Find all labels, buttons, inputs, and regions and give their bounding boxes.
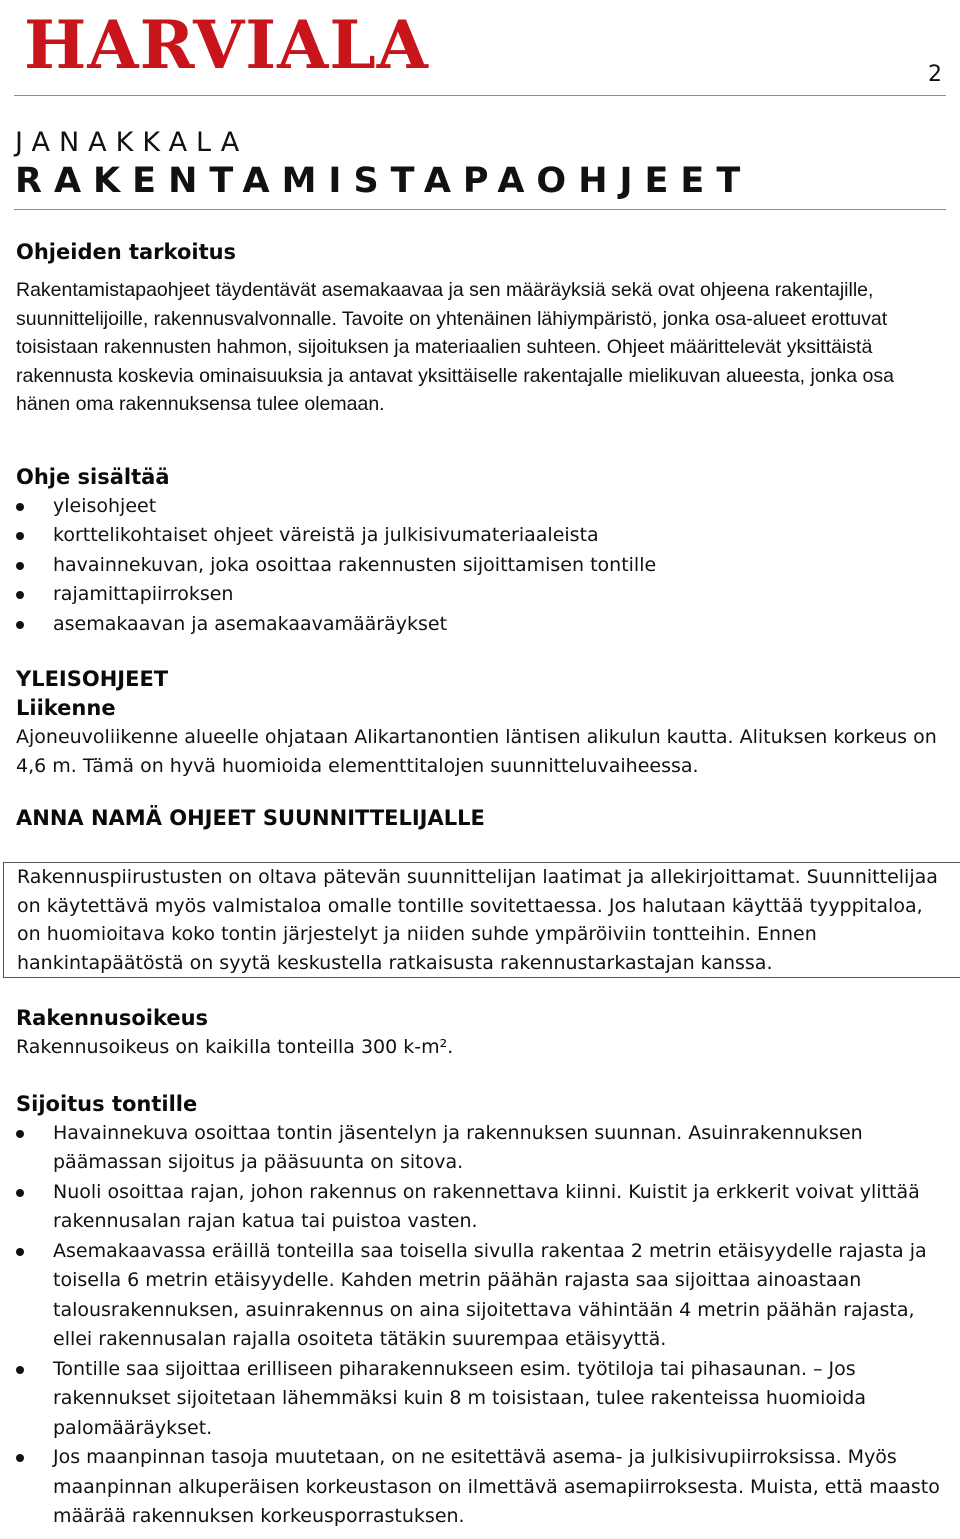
page-number: 2 — [928, 62, 942, 87]
title-divider — [14, 209, 946, 210]
section-building-right — [16, 1004, 948, 1062]
purpose-text-2: Ohjeet määrittelevät yksittäistä rakennusta koskevia ominaisuuksia ja antavat yksittäiselle rakentajalle mielikuvan alueesta, jonka osa hänen oma rakennuksensa tulee olemaan. — [16, 336, 894, 415]
list-item: Havainnekuva osoittaa tontin jäsentelyn ja rakennuksen suunnan. Asuinrakennuksen päämassan sijoitus ja pääsuunta on sitova. — [16, 1119, 948, 1178]
placement-list — [16, 1119, 948, 1532]
section-purpose — [16, 238, 948, 419]
list-item: Nuoli osoittaa rajan, johon rakennus on rakennettava kiinni. Kuistit ja erkkerit voivat ylittää rakennusalan rajan katua tai puistoa vasten. — [16, 1178, 948, 1237]
purpose-paragraph — [16, 276, 948, 419]
purpose-heading: Ohjeiden tarkoitus — [16, 240, 237, 264]
general-heading: YLEISOHJEET — [16, 667, 169, 691]
list-item: havainnekuvan, joka osoittaa rakennusten sijoittamisen tontille — [16, 551, 948, 581]
list-item: rajamittapiirroksen — [16, 580, 948, 610]
list-item: korttelikohtaiset ohjeet väreistä ja julkisivumateriaaleista — [16, 521, 948, 551]
document-title: RAKENTAMISTAPAOHJEET — [15, 161, 753, 201]
contents-heading: Ohje sisältää — [16, 464, 170, 489]
list-item: asemakaavan ja asemakaavamääräykset — [16, 610, 948, 640]
traffic-text: Ajoneuvoliikenne alueelle ohjataan Alikartanontien läntisen alikulun kautta. Alituksen korkeus on 4,6 m. Tämä on hyvä huomioida elementtitalojen suunnitteluvaiheessa. — [16, 726, 937, 777]
section-designer — [16, 804, 948, 978]
list-item: Jos maanpinnan tasoja muutetaan, on ne esitettävä asema- ja julkisivupiirroksissa. Myös maanpinnan alkuperäisen korkeustason on ilmettävä asemapiirroksesta. Muista, että maasto määrää rakennuksen korkeusporrastuksen. — [16, 1443, 948, 1532]
traffic-heading: Liikenne — [16, 696, 116, 720]
placement-heading: Sijoitus tontille — [16, 1091, 198, 1116]
list-item: Asemakaavassa eräillä tonteilla saa toisella sivulla rakentaa 2 metrin etäisyydelle rajasta ja toisella 6 metrin etäisyydelle. Kahden metrin päähän rajasta saa sijoittaa ainoastaan talousrakennuksen, asuinrakennus on aina sijoitettava vähintään 4 metrin päähän rajasta, ellei rakennusalan rajalla osoiteta tätäkin suurempaa etäisyyttä. — [16, 1237, 948, 1355]
section-placement — [16, 1090, 948, 1532]
place-name: JANAKKALA — [15, 127, 249, 158]
section-general — [16, 665, 948, 780]
list-item: Tontille saa sijoittaa erilliseen piharakennukseen esim. työtiloja tai pihasaunan. – Jos rakennukset sijoitetaan lähemmäksi kuin 8 m toisistaan, tulee rakenteissa huomioida palomääräykset. — [16, 1355, 948, 1444]
header-divider — [14, 95, 946, 96]
building-right-heading: Rakennusoikeus — [16, 1006, 209, 1030]
designer-heading: ANNA NAMÄ OHJEET SUUNNITTELIJALLE — [16, 806, 485, 830]
document-body — [16, 238, 948, 1532]
purpose-text: Rakentamistapaohjeet täydentävät asemakaavaa ja sen määräyksiä sekä ovat ohjeena rakentajille, suunnittelijoille, rakennusvalvonnalle. Tavoite on yhtenäinen lähiympäristö, jonka osa-alueet erottuvat toisistaan rakennusten hahmon, sijoituksen ja materiaalien suhteen. — [16, 279, 888, 358]
designer-text: Rakennuspiirustusten on oltava pätevän suunnittelijan laatimat ja allekirjoittamat. Suunnittelijaa on käytettävä myös valmistaloa omalle tontille sovitettaessa. Jos halutaan käyttää tyyppitaloa, on huomioitava koko tontin järjestelyt ja niiden suhde ympäröiviin tontteihin. Ennen hankintapäätöstä on syytä keskustella ratkaisusta rakennustarkastajan kanssa. — [17, 866, 938, 974]
contents-list — [16, 492, 948, 640]
harviala-logo: HARVIALA — [24, 6, 429, 84]
designer-notice-box — [3, 862, 960, 978]
section-contents — [16, 463, 948, 640]
list-item: yleisohjeet — [16, 492, 948, 522]
building-right-text: Rakennusoikeus on kaikilla tonteilla 300 k-m². — [16, 1036, 454, 1058]
